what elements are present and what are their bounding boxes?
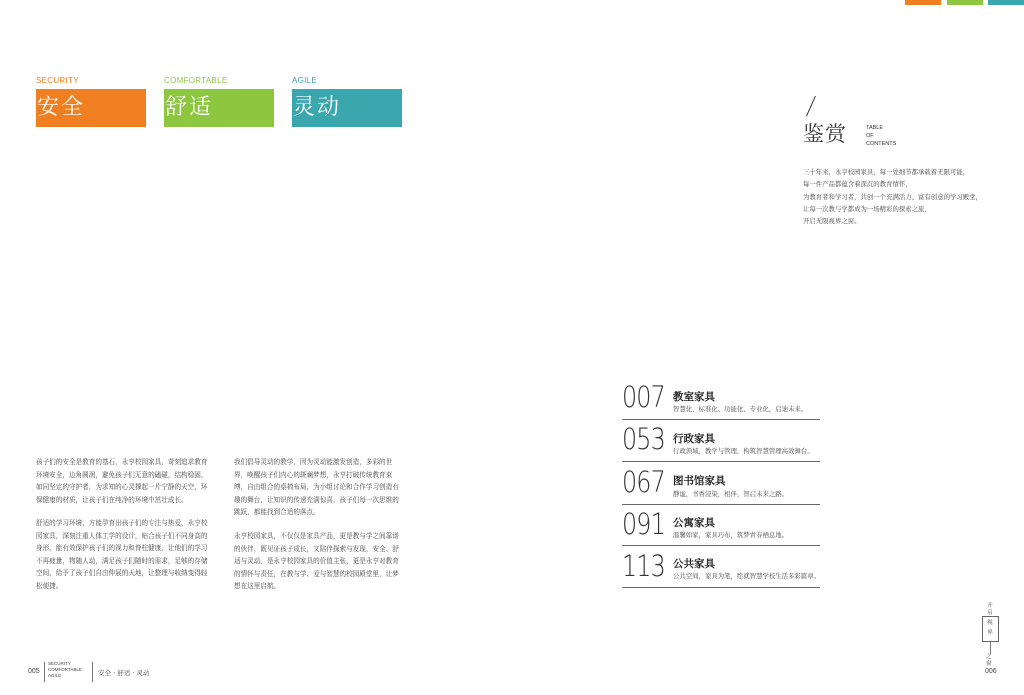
footer-divider <box>92 662 93 682</box>
toc-title: 鉴赏 <box>803 122 847 146</box>
security-heading: 安全 <box>36 89 146 127</box>
side-text-line <box>990 642 991 654</box>
corner-bar-green <box>947 0 983 5</box>
comfortable-heading: 舒适 <box>164 89 274 127</box>
category-page-number: 053 <box>622 422 665 456</box>
side-text-top: 开启 <box>987 603 993 616</box>
category-name[interactable]: 教室家具 <box>673 391 715 403</box>
side-text-box-1: 视 <box>987 620 993 626</box>
right-page-number: 006 <box>985 668 997 675</box>
paragraph-value: 永亨校园家具，不仅仅是家具产品，更是教与学之间靠谱的伙伴，既见证孩子成长，又陪伴探索与发现，安全、舒适与灵动，是永亨校园家具的价值主张，更是永亨对教育的情怀与责任，在教与学、爱与智慧的校园殿堂里，让梦想在这里启航。 <box>234 532 399 590</box>
category-divider <box>622 461 820 462</box>
left-page-number: 005 <box>28 668 40 675</box>
category-divider <box>622 504 820 505</box>
category-name[interactable]: 公寓家具 <box>673 517 715 529</box>
toc-intro: 三十年来，永亨校园家具，每一处细节都承载着无限可能， 每一件产品都蕴含着深沉的教育情怀， 为教育者和学习者，共创一个充满活力、富有创意的学习殿堂， 让每一次教与学都成为一场精彩的探索之旅， 开启无限视界之窗。 <box>803 168 982 226</box>
footer-divider <box>44 662 45 682</box>
footer-en-lines: SECURITY COMFORTABLE AGILE <box>48 661 82 678</box>
paragraph-comfort: 舒适的学习环境，方能孕育出孩子们的专注与热爱，永亨校园家具，深刻注重人体工学的设计，贴合孩子们不同身高的身形，能有效保护孩子们的视力和脊柱健康，让他们的学习不再疲惫，物随人动，满足孩子们随时的需求，足够的存储空间，给予了孩子们自由伸展的天地，让整理与收纳变得轻松便捷。 <box>36 519 208 590</box>
category-description: 公共空间，家具为笔，绘就智慧学校生活多彩篇章。 <box>673 572 820 580</box>
category-divider <box>622 419 820 420</box>
toc-slash <box>806 96 816 117</box>
agile-heading: 灵动 <box>292 89 402 127</box>
category-divider <box>622 545 820 546</box>
category-description: 智慧化、标准化、功能化、专业化，启迪未来。 <box>673 405 808 413</box>
footer-slogan: 安全 · 舒适 · 灵动 <box>98 669 150 677</box>
category-name[interactable]: 行政家具 <box>673 433 715 445</box>
paragraph-safety: 孩子们的安全是教育的基石，永亨校园家具，苛刻追求教育环境安全，边角圆润，避免孩子们无意的磕碰，结构稳固，如同坚定的守护者，为求知的心灵撑起一片宁静的天空，环保健康的材质，让孩子们在纯净的环境中茁壮成长。 <box>36 458 208 504</box>
category-page-number: 067 <box>622 465 665 499</box>
comfortable-label: COMFORTABLE <box>164 76 228 85</box>
security-label: SECURITY <box>36 76 79 85</box>
category-description: 行政领域，教学与管理，构筑智慧管理高效舞台。 <box>673 447 814 455</box>
corner-bar-teal <box>988 0 1024 5</box>
side-text-bottom: 之窗 <box>986 654 992 667</box>
category-page-number: 113 <box>622 549 665 583</box>
category-page-number: 007 <box>622 380 665 414</box>
corner-bar-orange <box>905 0 941 5</box>
category-divider <box>622 587 820 588</box>
side-text-box-2: 界 <box>987 630 993 636</box>
category-description: 静谧，书香浸染，相伴，智启未来之路。 <box>673 490 789 498</box>
category-description: 温馨如家，家具巧布，筑梦青春栖息地。 <box>673 531 789 539</box>
category-name[interactable]: 图书馆家具 <box>673 475 726 487</box>
paragraph-agile: 我们倡导灵动的教学，因为灵动能激发创造，多彩的世界，唤醒孩子们内心的斑斓梦想，永亨打破传统教育束缚，自由组合的桌椅布局，为小组讨论和合作学习创造有趣的舞台，让知识的传递充满惊喜，孩子们每一次思维的跳跃，都能找到合适的落点。 <box>234 458 399 516</box>
agile-label: AGILE <box>292 76 318 85</box>
category-name[interactable]: 公共家具 <box>673 558 715 570</box>
category-page-number: 091 <box>622 507 665 541</box>
toc-subtitle: TABLE OF CONTENTS <box>866 125 897 147</box>
